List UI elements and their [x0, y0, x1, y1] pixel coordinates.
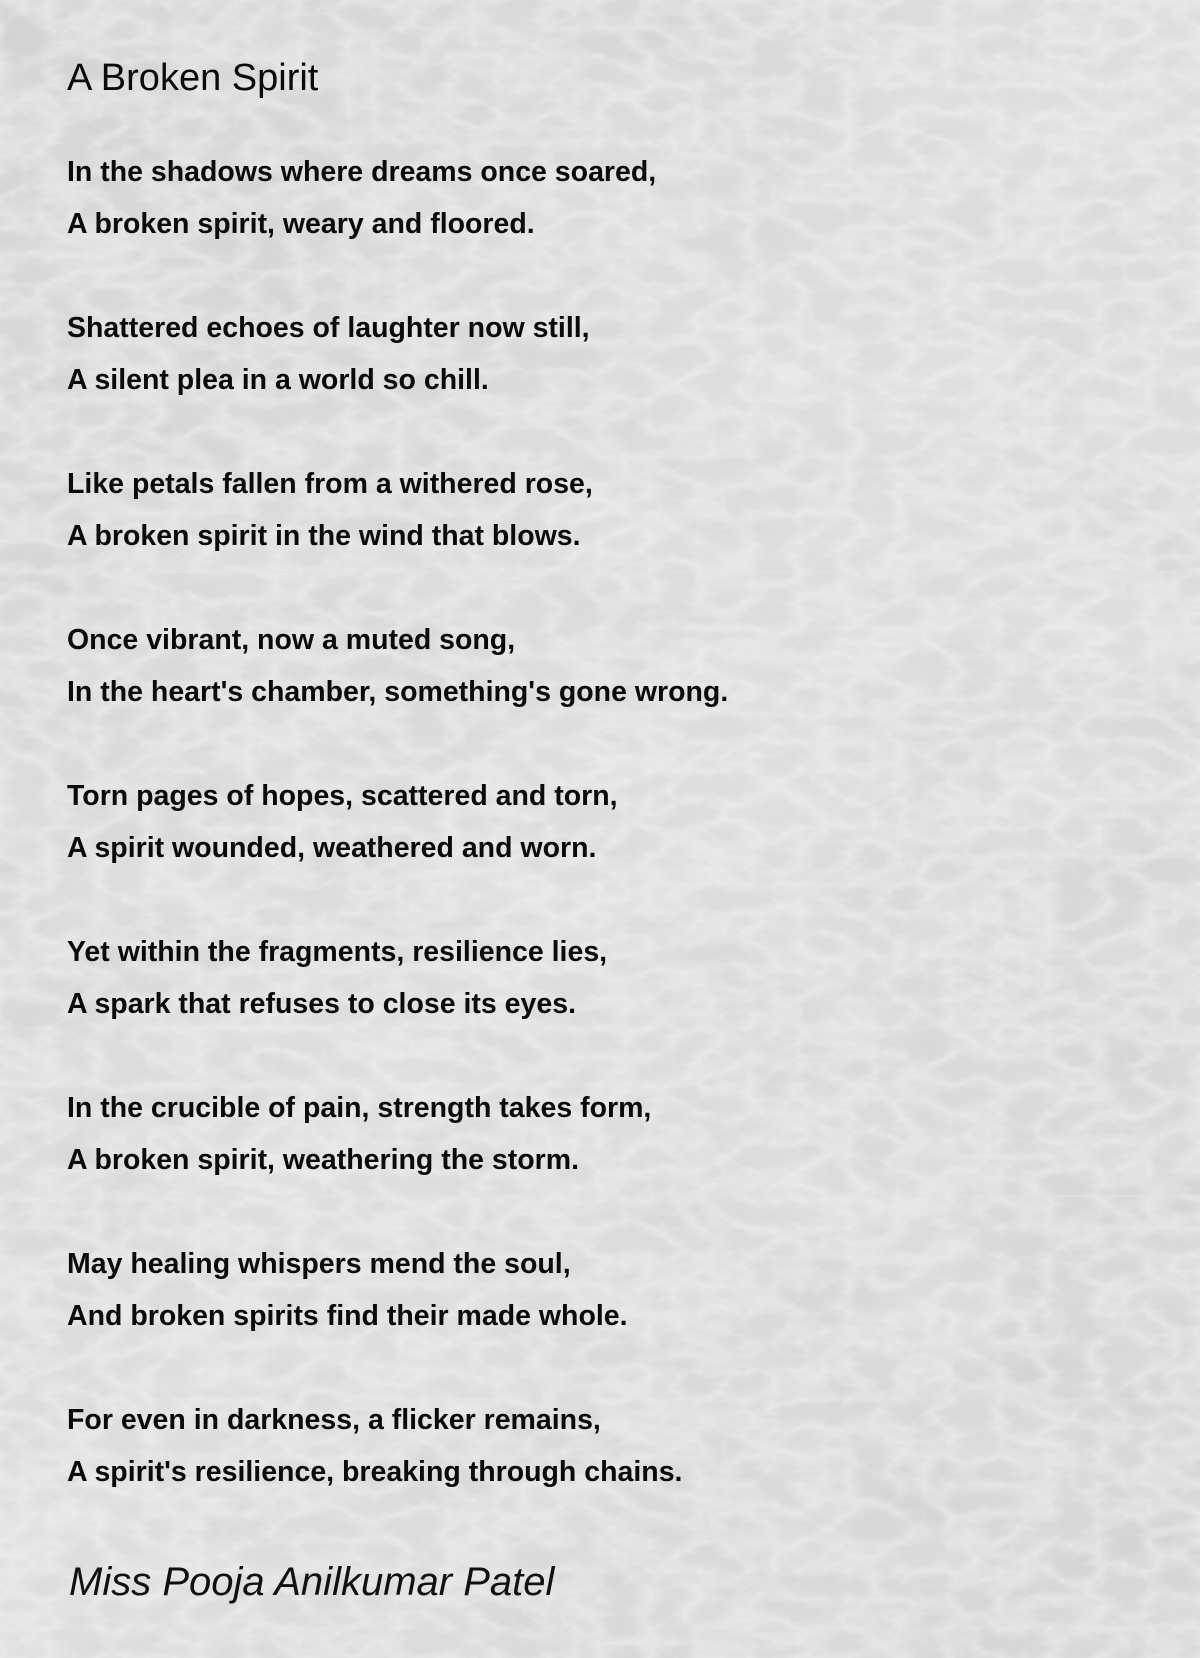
poem-line: A spirit's resilience, breaking through chains. [67, 1456, 683, 1488]
poem-line: A silent plea in a world so chill. [67, 364, 489, 396]
poem-line: Like petals fallen from a withered rose, [67, 468, 593, 500]
poem-line: A broken spirit, weathering the storm. [67, 1144, 580, 1176]
poem-line: Torn pages of hopes, scattered and torn, [67, 780, 618, 812]
poem-title: A Broken Spirit [67, 57, 319, 99]
stanza-8 [67, 1238, 1147, 1342]
stanza-3 [67, 458, 1147, 562]
poem-line: May healing whispers mend the soul, [67, 1248, 571, 1280]
poem-line: Once vibrant, now a muted song, [67, 624, 516, 656]
poem-line: Yet within the fragments, resilience lies, [67, 936, 608, 968]
stanza-4 [67, 614, 1147, 718]
stanza-6 [67, 926, 1147, 1030]
stanza-1 [67, 146, 1147, 250]
poem-line: And broken spirits find their made whole. [67, 1300, 628, 1332]
poem-line: A broken spirit in the wind that blows. [67, 520, 581, 552]
poem-line: In the heart's chamber, something's gone wrong. [67, 676, 729, 708]
poem-line: A broken spirit, weary and floored. [67, 208, 535, 240]
poem-line: For even in darkness, a flicker remains, [67, 1404, 601, 1436]
stanza-5 [67, 770, 1147, 874]
poem-line: A spark that refuses to close its eyes. [67, 988, 576, 1020]
poem-author: Miss Pooja Anilkumar Patel [69, 1560, 555, 1604]
poem-line: Shattered echoes of laughter now still, [67, 312, 590, 344]
poem-line: In the shadows where dreams once soared, [67, 156, 657, 188]
stanza-9 [67, 1394, 1147, 1498]
poem-line: A spirit wounded, weathered and worn. [67, 832, 597, 864]
poem-body [67, 52, 1147, 1550]
stanza-7 [67, 1082, 1147, 1186]
poem-line: In the crucible of pain, strength takes form, [67, 1092, 652, 1124]
stanza-2 [67, 302, 1147, 406]
